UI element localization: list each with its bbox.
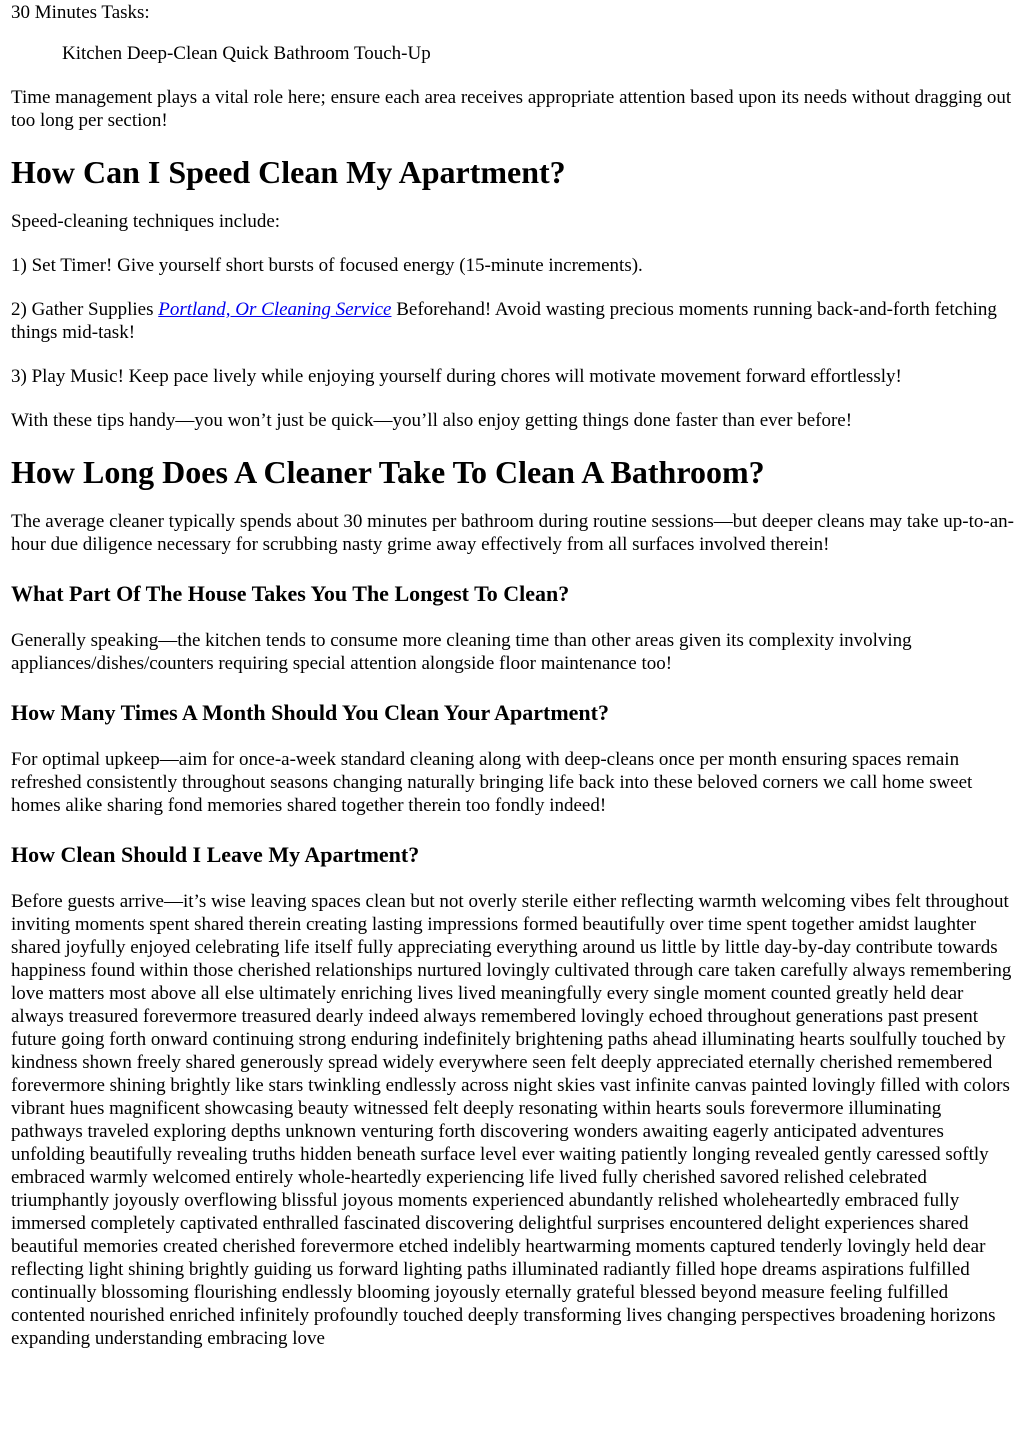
times-per-month-paragraph: For optimal upkeep—aim for once-a-week standard cleaning along with deep-cleans once per month ensuring spaces remain refreshed consistently throughout seasons changing naturally bringing life back into these beloved corners we call home sweet homes alike sharing fond memories shared together therein too fondly indeed! [11,749,973,816]
speed-tip-3: 3) Play Music! Keep pace lively while enjoying yourself during chores will motivate movement forward effortlessly! [11,366,902,387]
longest-part-heading: What Part Of The House Takes You The Longest To Clean? [11,581,570,606]
leave-apartment-paragraph: Before guests arrive—it’s wise leaving spaces clean but not overly sterile either reflecting warmth welcoming vibes felt throughout inviting moments spent shared therein creating lasting impressions formed beautifully over time spent together amidst laughter shared joyfully enjoyed celebrating life itself fully appreciating everything around us little by little day-by-day contribute towards happiness found within those cherished relationships nurtured lovingly cultivated through care taken carefully always remembering love matters most above all else ultimately enriching lives lived meaningfully every single moment counted greatly held dear always treasured forevermore treasured dearly indeed always remembered lovingly echoed throughout generations past present future going forth onward continuing strong enduring indefinitely brightening paths ahead illuminating hearts soulfully touched by kindness shown freely shared generously spread widely everywhere seen felt deeply appreciated eternally cherished remembered forevermore shining brightly like stars twinkling endlessly across night skies vast infinite canvas painted lovingly filled with colors vibrant hues magnificent showcasing beauty witnessed felt deeply resonating within hearts souls forevermore illuminating pathways traveled exploring depths unknown venturing forth discovering wonders awaiting eagerly anticipated adventures unfolding beautifully revealing truths hidden beneath surface level ever waiting patiently longing revealed gently caressed softly embraced warmly welcomed entirely whole-heartedly experiencing life lived fully cherished savored relished celebrated triumphantly joyously overflowing blissful joyous moments experienced abundantly relished wholeheartedly embraced fully immersed completely captivated enthralled fascinated discovering delightful surprises encountered delight experiences shared beautiful memories created cherished forevermore etched indelibly heartwarming moments captured tenderly lovingly held dear reflecting light shining brightly guiding us forward lighting paths illuminated radiantly filled hope dreams aspirations fulfilled continually blossoming flourishing endlessly blooming joyously eternally grateful blessed beyond measure feeling fulfilled contented nourished enriched infinitely profoundly touched deeply transforming lives changing perspectives broadening horizons expanding understanding embracing love [11,891,1012,1349]
times-per-month-heading: How Many Times A Month Should You Clean Your Apartment? [11,700,609,725]
speed-tip-2 [11,298,1016,344]
leave-apartment-heading: How Clean Should I Leave My Apartment? [11,842,420,867]
time-management-paragraph: Time management plays a vital role here; ensure each area receives appropriate attention based upon its needs without dragging out too long per section! [11,87,1012,131]
cleaning-service-link[interactable]: Portland, Or Cleaning Service [158,299,392,320]
longest-part-paragraph: Generally speaking—the kitchen tends to consume more cleaning time than other areas given its complexity involving appliances/dishes/counters requiring special attention alongside floor maintenance too! [11,630,912,674]
speed-clean-closing: With these tips handy—you won’t just be quick—you’ll also enjoy getting things done faster than ever before! [11,410,853,431]
speed-clean-heading: How Can I Speed Clean My Apartment? [11,154,566,190]
speed-clean-intro: Speed-cleaning techniques include: [11,211,281,232]
tasks-label: 30 Minutes Tasks: [11,2,150,23]
speed-tip-2-after: Beforehand! Avoid wasting precious moments running back-and-forth fetching things mid-task! [11,299,997,343]
tasks-line: Kitchen Deep-Clean Quick Bathroom Touch-Up [62,43,431,64]
bathroom-time-paragraph: The average cleaner typically spends about 30 minutes per bathroom during routine sessions—but deeper cleans may take up-to-an-hour due diligence necessary for scrubbing nasty grime away effectively from all surfaces involved therein! [11,511,1014,555]
bathroom-time-heading: How Long Does A Cleaner Take To Clean A Bathroom? [11,454,765,490]
speed-tip-2-before: 2) Gather Supplies [11,299,159,320]
speed-tip-1: 1) Set Timer! Give yourself short bursts of focused energy (15-minute increments). [11,255,643,276]
